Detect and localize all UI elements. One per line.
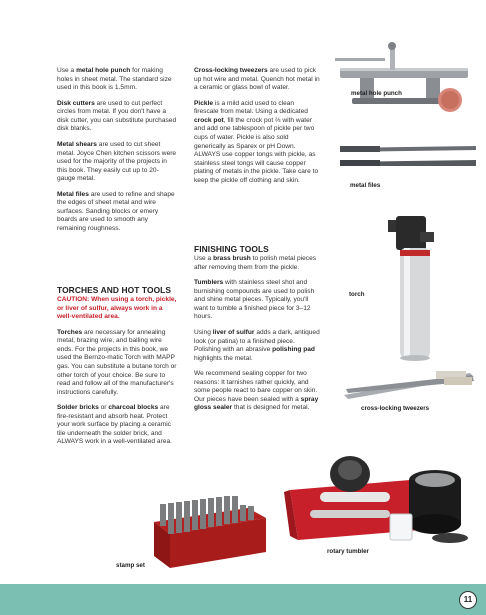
- rotary-tumbler-image: [280, 440, 480, 550]
- paragraph-torches: Torches are necessary for annealing metal, brazing wire, and balling wire ends. For the projects in this book, we used the Bernzo-matic Torch with MAPP gas. You can substitute a butane torch or other torch of your choice. Be sure to read and follow all of the manufacturer's instructions carefully.: [57, 328, 177, 396]
- paragraph-metal-files: Metal files are used to refine and shape the edges of sheet metal and wire surfaces. Sanding blocks or emery boards are used to smooth any remaining roughness.: [57, 190, 175, 232]
- left-column: [57, 67, 177, 241]
- metal-hole-punch-image: [330, 40, 480, 125]
- paragraph-metal-shears: Metal shears are used to cut sheet metal. Joyce Chen kitchen scissors were used for the majority of the projects in this book. They easily cut up to 20-gauge metal.: [57, 140, 177, 183]
- stamp-set-image: [148, 494, 273, 574]
- heading-torches: TORCHES AND HOT TOOLS: [57, 285, 172, 295]
- caption-metal-hole-punch: metal hole punch: [351, 90, 402, 97]
- paragraph-sealing: We recommend sealing copper for two reasons: It tarnishes rather quickly, and some people react to bare copper on skin. Our pieces have been sealed with a spray gloss sealer that is designed for metal.: [194, 370, 319, 412]
- paragraph-solder: Solder bricks or charcoal blocks are fire-resistant and absorb heat. Protect your work surface by placing a ceramic tile underneath the solder brick, and ALWAYS work in a well-ventilated area.: [57, 404, 172, 446]
- caption-torch: torch: [349, 291, 365, 298]
- caption-rotary-tumbler: rotary tumbler: [327, 548, 369, 555]
- right-column-lower: [194, 255, 320, 420]
- paragraph-pickle: Pickle is a mild acid used to clean firescale from metal. Using a dedicated crock pot, fill the crock pot ⅔ with water and add one tablespoon of pickle per two cups of water. Pickle is also sold generically as Sparex or pH Down. ALWAYS use copper tongs with pickle, as stainless steel tongs will cause copper plating of metals in the pickle. Take care to keep the pickle off clothing and skin.: [194, 99, 319, 184]
- right-column: [194, 67, 320, 192]
- paragraph-disk-cutters: Disk cutters are used to cut perfect circles from metal. If you don't have a disk cutter, you can substitute purchased disk blanks.: [57, 99, 177, 133]
- caution-note: CAUTION: When using a torch, pickle, or liver of sulfur, always work in a well-ventilated area.: [57, 296, 177, 321]
- paragraph-hole-punch: Use a metal hole punch for making holes in sheet metal. The standard size used in this book is 1.5mm.: [57, 67, 172, 92]
- footer-band: [0, 584, 486, 615]
- caption-metal-files: metal files: [350, 182, 381, 189]
- left-column-lower: [57, 296, 177, 454]
- paragraph-liver-of-sulfur: Using liver of sulfur adds a dark, antiqued look (or patina) to a finished piece. Polishing with an abrasive polishing pad highlights the metal.: [194, 328, 320, 362]
- heading-finishing: FINISHING TOOLS: [194, 244, 269, 254]
- page-number: 11: [459, 591, 477, 609]
- caption-stamp-set: stamp set: [116, 562, 145, 569]
- cross-locking-tweezers-image: [340, 365, 480, 405]
- caption-cross-locking-tweezers: cross-locking tweezers: [361, 405, 430, 412]
- torch-image: [380, 212, 450, 362]
- paragraph-tumblers: Tumblers with stainless steel shot and burnishing compounds are used to polish and shine metal pieces. Typically, you'll want to tumble a finished piece for 3–12 hours.: [194, 279, 315, 321]
- paragraph-tweezers: Cross-locking tweezers are used to pick up hot wire and metal. Quench hot metal in a ceramic or glass bowl of water.: [194, 67, 320, 92]
- paragraph-brass-brush: Use a brass brush to polish metal pieces after removing them from the pickle.: [194, 255, 317, 271]
- metal-files-image: [336, 140, 482, 180]
